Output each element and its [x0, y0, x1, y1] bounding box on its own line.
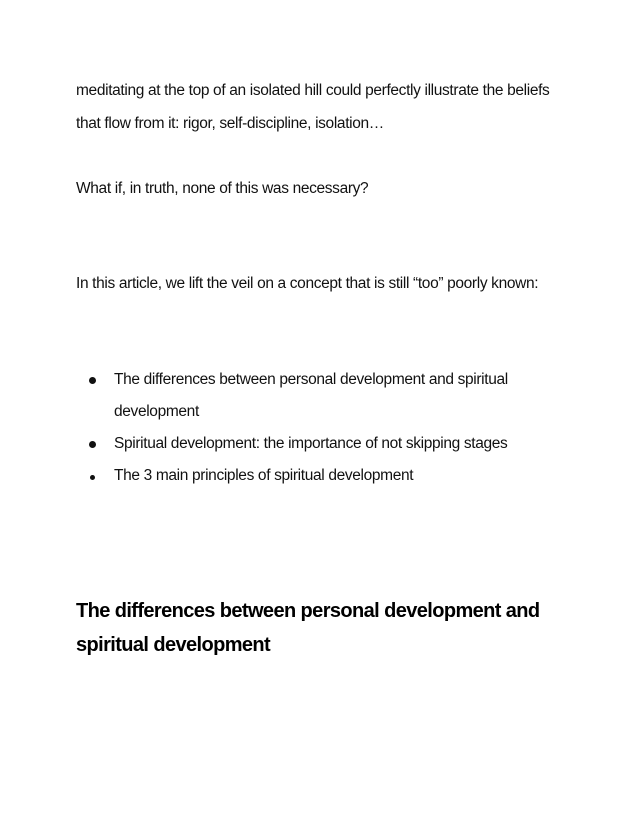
bullet-item: [76, 428, 556, 460]
paragraph-article-intro: In this article, we lift the veil on a concept that is still “too” poorly known:: [76, 275, 539, 292]
bullet-dot-icon: [89, 377, 96, 384]
bullet-dot-icon: [89, 441, 96, 448]
bullet-text: The 3 main principles of spiritual development: [114, 467, 414, 484]
paragraph-question: What if, in truth, none of this was necessary?: [76, 180, 369, 197]
bullet-dot-icon: [90, 475, 95, 480]
bullet-text: Spiritual development: the importance of not skipping stages: [114, 435, 508, 452]
bullet-list: [76, 364, 556, 492]
bullet-text: The differences between personal development and spiritual development: [114, 371, 508, 420]
bullet-item: [76, 460, 556, 492]
section-heading: The differences between personal development and spiritual development: [76, 600, 540, 656]
paragraph-intro: meditating at the top of an isolated hill could perfectly illustrate the beliefs that flow from it: rigor, self-discipline, isolation…: [76, 82, 550, 132]
bullet-item: [76, 364, 556, 428]
